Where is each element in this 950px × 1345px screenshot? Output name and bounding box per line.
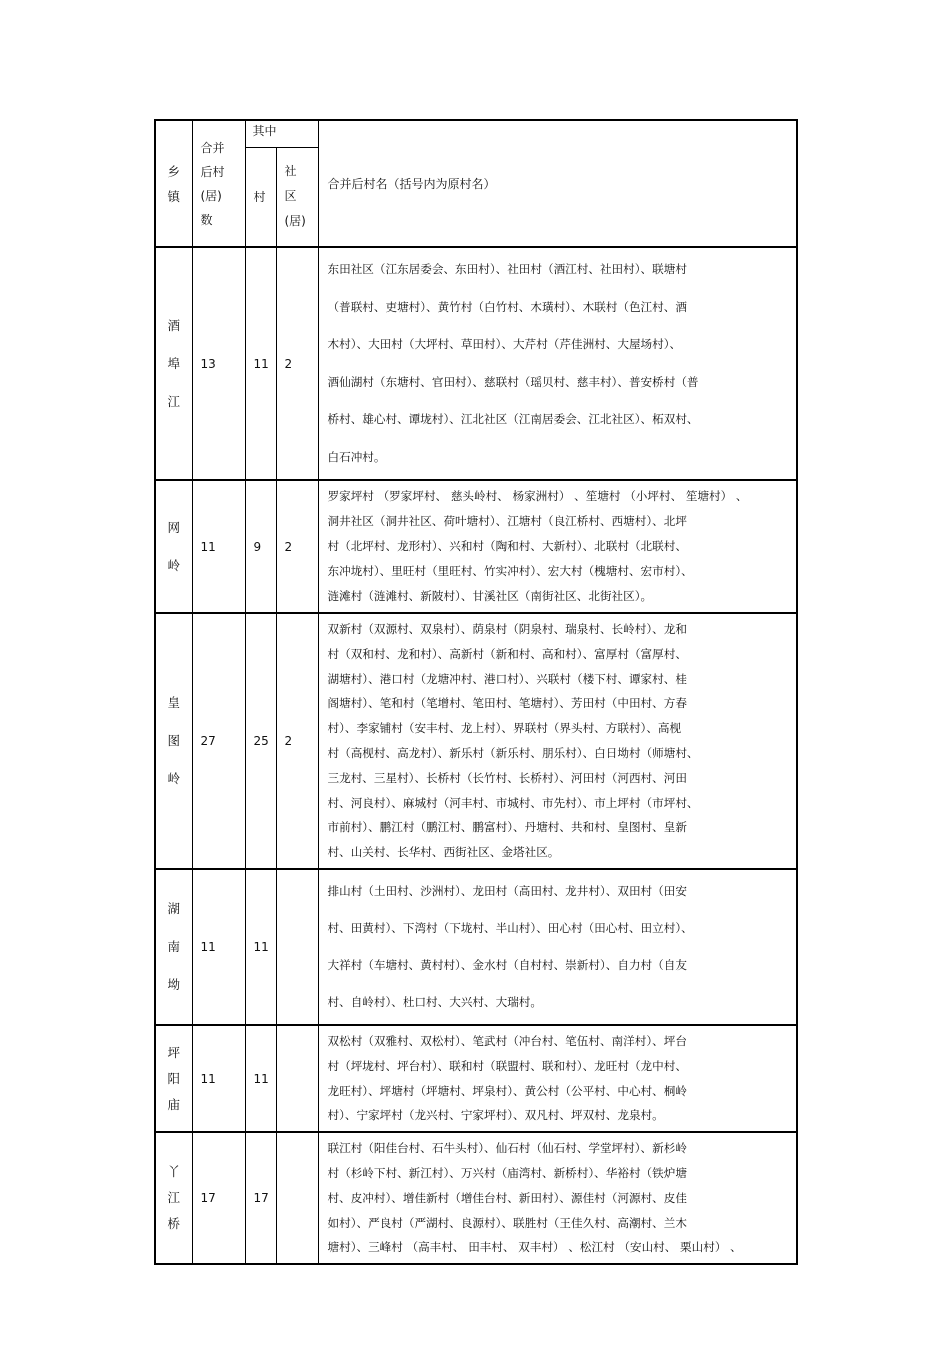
names-line: 村（北坪村、龙形村）、兴和村（陶和村、大新村）、北联村（北联村、	[327, 539, 687, 553]
village-merger-table	[154, 119, 798, 1265]
township-char: 岭	[167, 557, 180, 573]
township-char: 埠	[167, 355, 180, 371]
village-count: 11	[245, 1025, 276, 1132]
village-count: 25	[245, 613, 276, 869]
header-community	[276, 147, 318, 247]
names-line: 村、河良村）、麻城村（河丰村、市城村、市先村）、市上坪村（市坪村、	[327, 795, 699, 810]
names-line: 双新村（双源村、双泉村）、荫泉村（阴泉村、瑞泉村、长岭村）、龙和	[327, 622, 687, 636]
township-char: 图	[167, 732, 180, 748]
names-line: （普联村、吏塘村）、黄竹村（白竹村、木璜村）、木联村（色江村、酒	[327, 299, 687, 314]
community-count: 2	[276, 247, 318, 480]
names-line: 罗家坪村 （罗家坪村、 慈头岭村、 杨家洲村） 、笙塘村 （小坪村、 笙塘村） 、	[327, 489, 748, 503]
township-cell	[155, 869, 192, 1025]
community-count	[276, 1025, 318, 1132]
township-char: 庙	[167, 1096, 180, 1112]
names-line: 木村）、大田村（大坪村、草田村）、大芹村（芹佳洲村、大屋场村）、	[327, 337, 682, 351]
total-count: 17	[192, 1132, 245, 1264]
table-row	[155, 613, 797, 869]
names-line: 大祥村（车塘村、黄村村）、金水村（自村村、崇新村）、自力村（自友	[327, 957, 687, 972]
header-township	[155, 120, 192, 247]
township-cell	[155, 613, 192, 869]
names-line: 村（高枧村、高龙村）、新乐村（新乐村、朋乐村）、白日坳村（师塘村、	[327, 745, 699, 760]
header-names: 合并后村名（括号内为原村名）	[318, 120, 797, 247]
community-count: 2	[276, 613, 318, 869]
names-line: 村）、李家铺村（安丰村、龙上村）、界联村（界头村、方联村）、高枧	[327, 721, 682, 736]
names-line: 村、自岭村）、杜口村、大兴村、大瑞村。	[327, 994, 542, 1009]
names-line: 东冲垅村）、里旺村（里旺村、竹实冲村）、宏大村（槐塘村、宏市村）、	[327, 564, 693, 578]
names-line: 村（杉岭下村、新江村）、万兴村（庙湾村、新桥村）、华裕村（铁炉塘	[327, 1165, 687, 1180]
township-cell	[155, 1025, 192, 1132]
header-village: 村	[245, 147, 276, 247]
names-line: 市前村）、鹏江村（鹏江村、鹏富村）、丹塘村、共和村、皇图村、皇新	[327, 820, 687, 835]
header-merged-count-line: 数	[200, 212, 213, 227]
table-row	[155, 247, 797, 480]
village-count: 11	[245, 869, 276, 1025]
village-count: 11	[245, 247, 276, 480]
names-line: 联江村（阳佳台村、石牛头村）、仙石村（仙石村、学堂坪村）、新杉岭	[327, 1141, 687, 1156]
names-line: 湖塘村）、港口村（龙塘冲村、港口村）、兴联村（楼下村、谭家村、桂	[327, 671, 687, 686]
names-line: 东田社区（江东居委会、东田村）、社田村（酒江村、社田村）、联塘村	[327, 262, 687, 276]
header-merged-count	[192, 120, 245, 247]
community-count	[276, 869, 318, 1025]
names-line: 酒仙湖村（东塘村、官田村）、慈联村（瑶贝村、慈丰村）、普安桥村（普	[327, 374, 699, 389]
header-merged-count-line: 后村	[200, 164, 225, 179]
names-line: 白石冲村。	[327, 449, 386, 464]
township-char: 岭	[167, 770, 180, 786]
township-cell	[155, 1132, 192, 1264]
total-count: 11	[192, 869, 245, 1025]
header-township-char: 乡	[167, 163, 180, 179]
village-names	[318, 1132, 797, 1264]
names-line: 如村）、严良村（严湖村、良源村）、联胜村（王佳久村、高潮村、兰木	[327, 1215, 687, 1230]
village-count: 9	[245, 480, 276, 613]
table-row	[155, 480, 797, 613]
township-char: 阳	[167, 1070, 180, 1086]
township-cell	[155, 247, 192, 480]
header-merged-count-line: 合并	[200, 140, 225, 155]
names-line: 涟滩村（涟滩村、新陂村）、甘溪社区（南街社区、北街社区）。	[327, 589, 653, 603]
table-row	[155, 869, 797, 1025]
township-char: 坳	[167, 976, 180, 992]
community-count	[276, 1132, 318, 1264]
header-community-line: 社	[284, 164, 297, 179]
names-line: 村、皮冲村）、增佳新村（增佳台村、新田村）、源佳村（河源村、皮佳	[327, 1190, 687, 1205]
township-cell	[155, 480, 192, 613]
village-count: 17	[245, 1132, 276, 1264]
township-char: 江	[167, 393, 180, 409]
names-line: 龙旺村）、坪塘村（坪塘村、坪泉村）、黄公村（公平村、中心村、桐岭	[327, 1083, 687, 1098]
total-count: 13	[192, 247, 245, 480]
township-char: 桥	[167, 1216, 180, 1232]
village-names	[318, 613, 797, 869]
township-char: 湖	[167, 900, 180, 916]
table-row	[155, 1132, 797, 1264]
village-names	[318, 480, 797, 613]
names-line: 村）、宁家坪村（龙兴村、宁家坪村）、双凡村、坪双村、龙泉村。	[327, 1108, 664, 1123]
header-merged-count-line: (居)	[200, 188, 222, 203]
names-line: 阁塘村）、笔和村（笔增村、笔田村、笔塘村）、芳田村（中田村、方春	[327, 696, 687, 711]
township-char: 南	[167, 938, 180, 954]
township-char: 江	[167, 1190, 180, 1206]
names-line: 洞井社区（洞井社区、荷叶塘村）、江塘村（良江桥村、西塘村）、北坪	[327, 514, 687, 528]
township-char: 皇	[167, 694, 180, 710]
total-count: 27	[192, 613, 245, 869]
names-line: 桥村、雄心村、谭垅村）、江北社区（江南居委会、江北社区）、柘双村、	[327, 412, 699, 426]
names-line: 村、田黄村）、下湾村（下垅村、半山村）、田心村（田心村、田立村）、	[327, 920, 693, 935]
names-line: 村、山关村、长华村、西街社区、金塔社区。	[327, 845, 560, 860]
names-line: 村（双和村、龙和村）、高新村（新和村、高和村）、富厚村（富厚村、	[327, 646, 687, 661]
township-char: 丫	[167, 1164, 180, 1180]
township-char: 网	[167, 519, 180, 535]
names-line: 双松村（双雅村、双松村）、笔武村（冲台村、笔伍村、南洋村）、坪台	[327, 1033, 687, 1048]
township-char: 坪	[167, 1044, 180, 1060]
table-row	[155, 1025, 797, 1132]
township-char: 酒	[167, 317, 180, 333]
village-names	[318, 247, 797, 480]
header-of-which: 其中	[245, 120, 318, 147]
names-line: 塘村）、三峰村 （高丰村、 田丰村、 双丰村） 、松江村 （安山村、 栗山村） 、	[327, 1240, 742, 1255]
names-line: 村（坪垅村、坪台村）、联和村（联盟村、联和村）、龙旺村（龙中村、	[327, 1058, 687, 1073]
header-community-line: (居)	[284, 214, 306, 229]
header-community-line: 区	[284, 189, 297, 204]
community-count: 2	[276, 480, 318, 613]
names-line: 三龙村、三星村）、长桥村（长竹村、长桥村）、河田村（河西村、河田	[327, 770, 687, 785]
total-count: 11	[192, 480, 245, 613]
village-names	[318, 869, 797, 1025]
header-township-char: 镇	[167, 188, 180, 204]
total-count: 11	[192, 1025, 245, 1132]
names-line: 排山村（土田村、沙洲村）、龙田村（高田村、龙井村）、双田村（田安	[327, 883, 687, 898]
village-names	[318, 1025, 797, 1132]
